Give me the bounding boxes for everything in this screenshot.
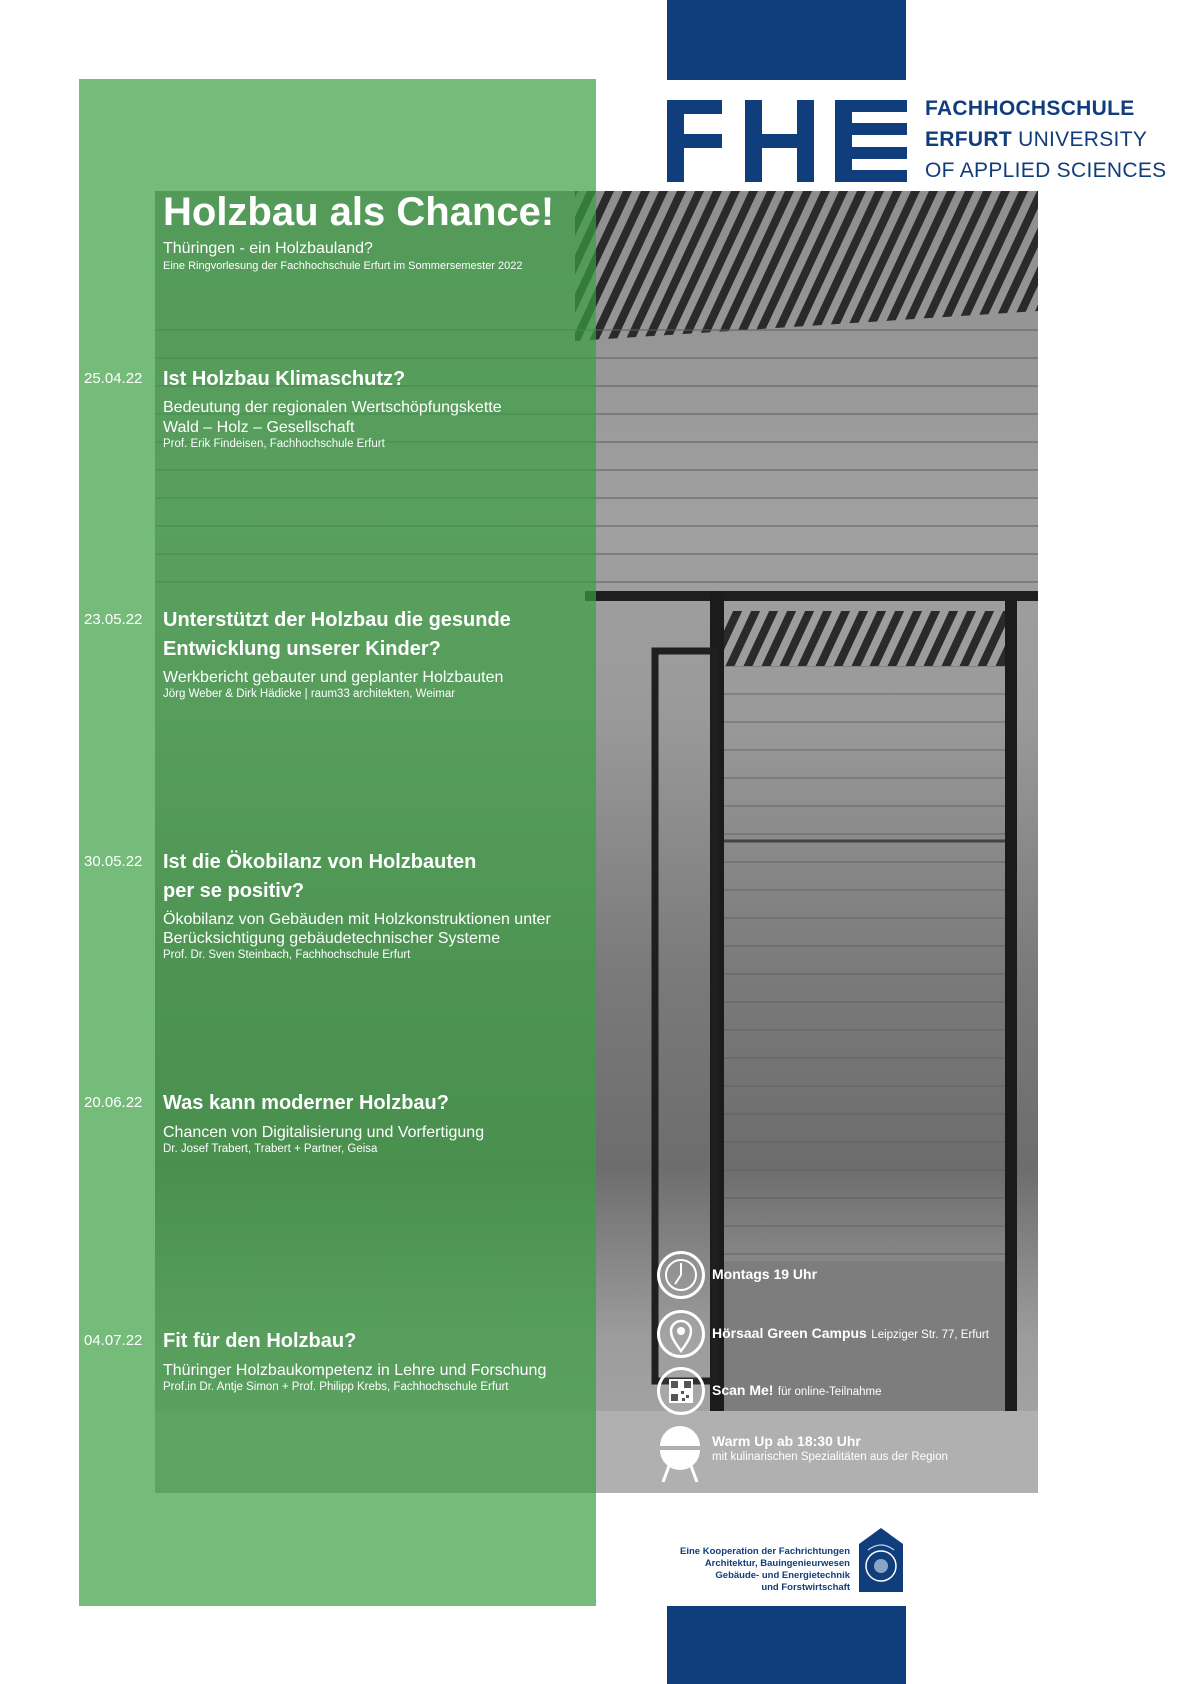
lecture-title: Entwicklung unserer Kinder? <box>163 638 441 660</box>
lecture-description: Ökobilanz von Gebäuden mit Holzkonstruktionen unter <box>163 911 551 928</box>
clock-icon <box>657 1251 705 1299</box>
poster-subtitle: Thüringen - ein Holzbauland? <box>163 240 373 257</box>
lecture-speaker: Dr. Josef Trabert, Trabert + Partner, Geisa <box>163 1143 378 1155</box>
info-venue: Hörsaal Green Campus Leipziger Str. 77, Erfurt <box>712 1325 989 1341</box>
qr-code-icon <box>657 1367 705 1415</box>
location-pin-icon <box>657 1310 705 1358</box>
lecture-description: Werkbericht gebauter und geplanter Holzbauten <box>163 669 504 686</box>
bottom-blue-bar <box>667 1606 906 1684</box>
lecture-date: 04.07.22 <box>84 1332 143 1349</box>
university-name-line-2: ERFURT UNIVERSITY <box>925 128 1148 151</box>
university-name-line-1: FACHHOCHSCHULE <box>925 97 1135 120</box>
lecture-title: per se positiv? <box>163 880 305 902</box>
lecture-speaker: Prof.in Dr. Antje Simon + Prof. Philipp Krebs, Fachhochschule Erfurt <box>163 1381 509 1393</box>
grill-icon <box>655 1424 705 1484</box>
lecture-speaker: Prof. Erik Findeisen, Fachhochschule Erfurt <box>163 438 385 450</box>
lecture-description: Berücksichtigung gebäudetechnischer Systeme <box>163 930 501 947</box>
lecture-speaker: Jörg Weber & Dirk Hädicke | raum33 architekten, Weimar <box>163 688 456 700</box>
lecture-date: 25.04.22 <box>84 370 143 387</box>
lecture-title: Ist die Ökobilanz von Holzbauten <box>163 851 477 873</box>
poster-tagline: Eine Ringvorlesung der Fachhochschule Erfurt im Sommersemester 2022 <box>163 260 523 272</box>
info-warmup: Warm Up ab 18:30 Uhr <box>712 1433 861 1449</box>
poster-title: Holzbau als Chance! <box>163 190 555 234</box>
info-warmup-sub: mit kulinarischen Spezialitäten aus der Region <box>712 1451 948 1463</box>
lecture-description: Wald – Holz – Gesellschaft <box>163 419 355 436</box>
info-scan: Scan Me! für online-Teilnahme <box>712 1382 882 1398</box>
lecture-title: Unterstützt der Holzbau die gesunde <box>163 609 511 631</box>
lecture-title: Fit für den Holzbau? <box>163 1330 357 1352</box>
lecture-title: Ist Holzbau Klimaschutz? <box>163 368 406 390</box>
fhe-logo-icon <box>667 100 907 182</box>
cooperation-note: Eine Kooperation der Fachrichtungen Architektur, Bauingenieurwesen Gebäude- und Energietechnik und Forstwirtschaft <box>680 1546 850 1593</box>
info-time: Montags 19 Uhr <box>712 1266 818 1282</box>
lecture-description: Chancen von Digitalisierung und Vorfertigung <box>163 1124 485 1141</box>
lecture-date: 20.06.22 <box>84 1094 143 1111</box>
lecture-title: Was kann moderner Holzbau? <box>163 1092 449 1114</box>
university-name-line-3: OF APPLIED SCIENCES <box>925 159 1167 182</box>
top-blue-bar <box>667 0 906 80</box>
university-seal-icon <box>858 1526 905 1593</box>
lecture-description: Thüringer Holzbaukompetenz in Lehre und Forschung <box>163 1362 547 1379</box>
lecture-date: 30.05.22 <box>84 853 143 870</box>
lecture-speaker: Prof. Dr. Sven Steinbach, Fachhochschule Erfurt <box>163 949 411 961</box>
lecture-date: 23.05.22 <box>84 611 143 628</box>
lecture-description: Bedeutung der regionalen Wertschöpfungskette <box>163 399 502 416</box>
